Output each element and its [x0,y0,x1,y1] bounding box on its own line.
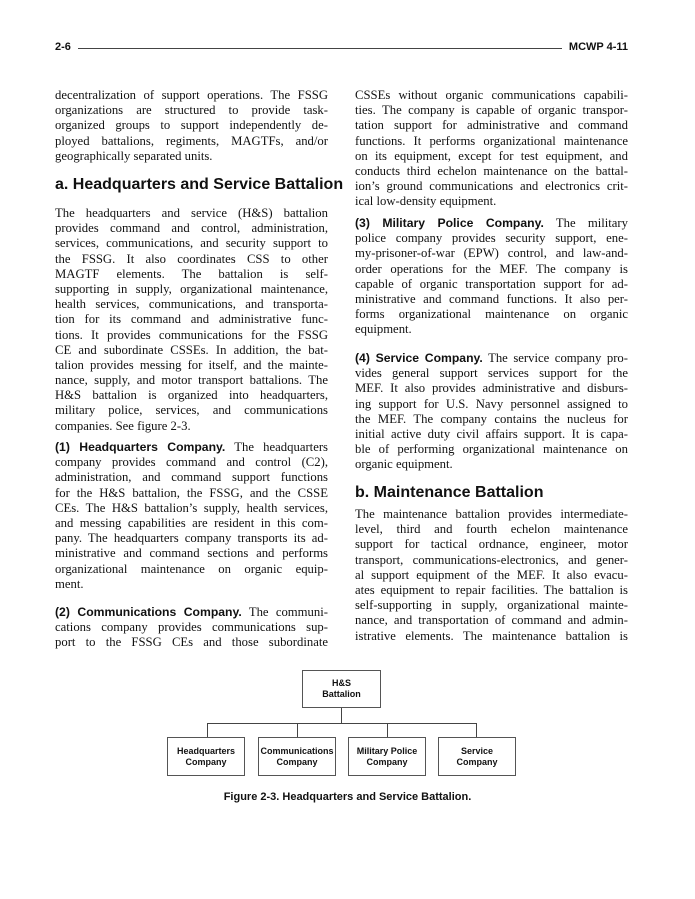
line-text: for the H&S battalion, the FSSG, and the CSSE [55,485,328,500]
org-box-label: Military Police [356,745,418,756]
line-text: functions. It performs organizational maintenance [355,133,628,148]
line-text: provides command and control, administration, [55,221,328,236]
paragraph [355,507,628,644]
org-box-label: Company [276,756,318,767]
paragraph [55,88,328,164]
text-line [355,322,628,337]
line-text: transport, communications-electronics, and gener- [355,552,628,567]
connector-line [341,708,342,723]
connector-line [387,723,388,737]
org-box-service-company [438,737,516,776]
text-line [55,103,328,118]
line-text: ment. [55,576,84,591]
line-text: the MEF. The company contains the nucleus for [355,411,628,426]
line-text: The headquarters [225,440,328,454]
line-text: ing support for U.S. Navy personnel assigned to [355,396,628,411]
line-text: istrative elements. The maintenance battalion is [355,628,628,643]
text-line [355,307,628,322]
line-text: tation support for administrative and command [355,118,628,133]
line-text: The communi- [241,605,328,619]
publication-id: MCWP 4-11 [568,41,628,53]
text-line [55,267,328,282]
line-text: company provides command and control (C2), [55,455,328,470]
text-line [55,440,328,455]
connector-line [207,723,208,737]
text-line [55,388,328,403]
text-line [55,419,328,434]
line-text: CE and subordinate CSSEs. In addition, the bat- [55,342,328,357]
text-line [55,206,328,221]
text-line [355,613,628,628]
paragraph [55,206,328,434]
line-text: nance, supply, and motor transport battalions. The [55,373,328,388]
org-box-label: Company [366,756,408,767]
text-line [355,629,628,644]
text-line [355,179,628,194]
text-line [55,343,328,358]
line-text: vides general support services support for the [355,366,628,381]
line-text: organic equipment. [355,457,453,472]
line-text: organizations are structured to provide task- [55,103,328,118]
text-line [355,262,628,277]
text-line [355,118,628,133]
text-line [55,328,328,343]
line-text: port to the FSSG CEs and those subordinate [55,635,328,650]
text-line [355,88,628,103]
line-text: The headquarters and service (H&S) battalion [55,206,328,220]
org-box-label: Company [456,756,498,767]
line-text: on its equipment, except for test equipment, and [355,148,628,163]
org-box-label: Headquarters [176,745,236,756]
text-line [55,134,328,149]
text-line [355,277,628,292]
text-line [55,486,328,501]
text-line [355,583,628,598]
line-text: ical low-density equipment. [355,194,497,209]
text-line [55,221,328,236]
text-line [55,455,328,470]
line-text: MEF. It also provides administrative and disburs- [355,381,628,396]
text-line [55,403,328,418]
line-text: tion for its command and administrative func- [55,312,328,327]
text-line [355,164,628,179]
org-box-headquarters-company [167,737,245,776]
text-line [55,312,328,327]
org-box-label: Battalion [322,689,361,699]
line-text: initial active duty civil affairs support. It is capa- [355,426,628,441]
line-text: The service company pro- [482,351,628,365]
text-line [355,397,628,412]
line-text: conducts third echelon maintenance on the battal- [355,163,628,178]
org-box-communications-company [258,737,336,776]
text-line [355,149,628,164]
text-line [55,282,328,297]
line-text: decentralization of support operations. The FSSG [55,88,328,102]
text-line [355,381,628,396]
line-text: services, communications, and security support to [55,236,328,251]
org-box-label: Communications [260,745,334,756]
line-text: pany. The headquarters company transports its ad- [55,531,328,546]
text-line [55,373,328,388]
text-line [55,236,328,251]
line-text: administration, and command support functions [55,470,328,485]
line-text: The military [543,216,628,230]
text-line [55,358,328,373]
org-box-label: Service [460,745,494,756]
line-text: CEs. The H&S battalion’s supply, health services, [55,500,328,515]
connector-line [476,723,477,737]
line-text: support for tactical ordnance, engineer, motor [355,537,628,552]
text-line [355,457,628,472]
text-line [355,568,628,583]
text-line [355,442,628,457]
text-line [55,546,328,561]
text-line [355,134,628,149]
line-text: al support equipment of the MEF. It also evacu- [355,567,628,582]
paragraph [355,88,628,210]
run-in-heading: (1) Headquarters Company. [55,440,226,454]
text-line [355,522,628,537]
text-line [55,470,328,485]
line-text: nance, and transportation of command and admin- [355,613,628,628]
line-text: self-supporting in supply, organizational mainte- [355,598,628,613]
connector-line [207,723,477,724]
line-text: cations company provides communications sup- [55,620,328,635]
text-line [55,605,328,620]
line-text: order operations for the MEF. The company is [355,261,628,276]
text-line [55,562,328,577]
line-text: forms organizational maintenance on organic [355,307,628,322]
text-line [355,427,628,442]
text-line [55,88,328,103]
text-line [55,252,328,267]
text-line [355,553,628,568]
text-line [55,531,328,546]
section-heading-a: a. Headquarters and Service Battalion [55,176,344,193]
text-line [355,412,628,427]
line-text: military police, services, and communications [55,403,328,418]
line-text: level, third and fourth echelon maintenance [355,522,628,537]
org-box-military-police-company [348,737,426,776]
text-line [355,292,628,307]
line-text: ble of performing organizational maintenance on [355,442,628,457]
line-text: police company provides security support, ene- [355,231,628,246]
line-text: organizational maintenance on organic equip- [55,561,328,576]
org-box-hs-battalion [302,670,381,708]
paragraph-communications-company [55,605,328,651]
line-text: ministrative and command sections and performs [55,546,328,561]
line-text: ion’s ground communications and electronics crit- [355,179,628,194]
figure-caption: Figure 2-3. Headquarters and Service Battalion. [223,791,472,803]
line-text: my-prisoner-of-war (EPW) control, and law-and- [355,246,628,261]
line-text: The maintenance battalion provides intermediate- [355,507,628,521]
line-text: ployed battalions, regiments, MAGTFs, and/or [55,133,328,148]
line-text: equipment. [355,322,412,337]
text-line [355,598,628,613]
run-in-heading: (3) Military Police Company. [355,216,544,230]
text-line [355,507,628,522]
run-in-heading: (2) Communications Company. [55,605,242,619]
line-text: capable of organic transportation support for ad- [355,276,628,291]
text-line [55,635,328,650]
line-text: companies. See figure 2-3. [55,418,191,433]
line-text: the FSSG. It also coordinates CSS to other [55,251,328,266]
text-line [355,366,628,381]
line-text: and messing capabilities are resident in this com- [55,515,328,530]
paragraph-military-police-company [355,216,628,338]
text-line [355,351,628,366]
line-text: supporting in supply, organizational maintenance, [55,281,328,296]
line-text: organized groups to support independently de- [55,118,328,133]
line-text: CSSEs without organic communications capabili- [355,88,628,102]
page-number: 2-6 [55,41,71,53]
text-line [55,118,328,133]
run-in-heading: (4) Service Company. [355,351,483,365]
line-text: H&S battalion is organized into headquarters, [55,388,328,403]
text-line [355,246,628,261]
text-line [55,297,328,312]
text-line [355,231,628,246]
org-box-label: Company [185,756,227,767]
connector-line [297,723,298,737]
line-text: health services, communications, and transporta- [55,297,328,312]
text-line [55,620,328,635]
line-text: ministrative and command functions. It also per- [355,291,628,306]
text-line [355,537,628,552]
line-text: ates equipment to repair facilities. The battalion is [355,582,628,597]
paragraph-headquarters-company [55,440,328,592]
text-line [55,149,328,164]
org-box-label: H&S [331,678,351,688]
text-line [355,216,628,231]
text-line [355,103,628,118]
line-text: MAGTF elements. The battalion is self- [55,266,328,281]
section-heading-b: b. Maintenance Battalion [355,484,544,501]
paragraph-service-company [355,351,628,473]
line-text: geographically separated units. [55,148,213,163]
text-line [55,501,328,516]
text-line [55,577,328,592]
text-line [355,194,628,209]
text-line [55,516,328,531]
line-text: talion provides messing for itself, and the mainte- [55,357,328,372]
line-text: ties. The company is capable of organic transpor- [355,103,628,118]
line-text: tions. It provides communications for the FSSG [55,327,328,342]
